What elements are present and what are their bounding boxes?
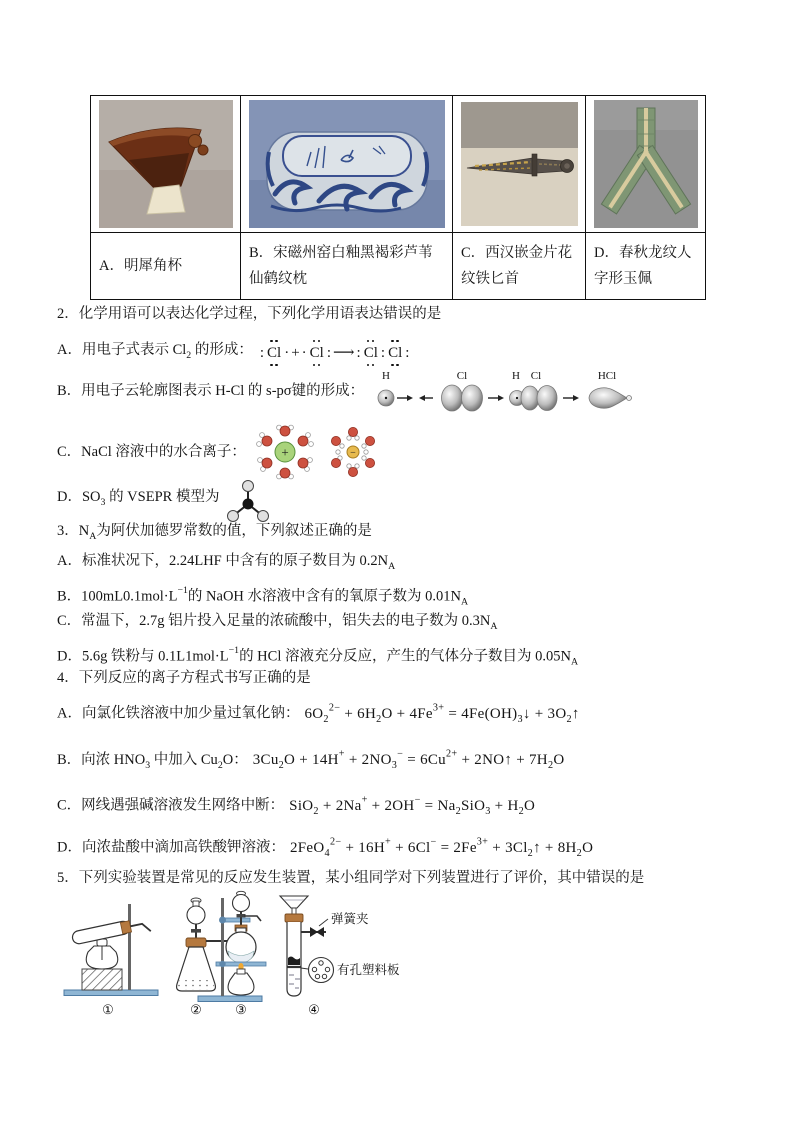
arrow-right-icon — [407, 395, 413, 401]
apparatus-3 — [198, 891, 266, 1017]
apparatus-4-label: ④ — [308, 1002, 320, 1017]
artifact-image-row — [91, 96, 706, 233]
apparatus-figure — [58, 888, 470, 1022]
q2-option-b-text: B．用电子云轮廓图表示 H-Cl 的 s-pσ键的形成： — [57, 383, 365, 399]
jade-pendant-image — [594, 100, 698, 228]
artifact-table — [90, 95, 706, 300]
cation-sign: + — [281, 444, 289, 460]
q2-stem: 2．化学用语可以表达化学过程，下列化学用语表达错误的是 — [57, 306, 442, 322]
q2-option-d — [57, 478, 271, 522]
anion-sign: − — [350, 447, 356, 459]
artifact-cell-d — [586, 96, 706, 233]
q3-stem: 3．$N_A$为阿伏加德罗常数的值，下列叙述正确的是 — [57, 523, 372, 542]
q4-option-d-equation: $2FeO_4^{2-} + 16H^+ + 6Cl^- = 2Fe^{3+}$ + $3Cl_2↑ + 8H_2O$ — [289, 836, 594, 859]
apparatus-1 — [64, 904, 158, 1017]
arrow-left-icon — [419, 395, 425, 401]
rhino-horn-cup-image — [99, 100, 233, 228]
vsepr-model-image — [225, 478, 271, 522]
electron-cloud-diagram — [370, 368, 642, 414]
q3-option-a: A．标准状况下，2.24LHF 中含有的原子数目为 $0.2N_A$ — [57, 553, 396, 572]
label-cl: Cl — [456, 370, 468, 382]
q4-option-a-equation: $6O_2^{2-} + 6H_2O + 4Fe^{3+}$ = $4Fe(OH)_3↓$ + $3O_2↑$ — [304, 702, 580, 725]
artifact-label-b-text: B．宋磁州窑白釉黑褐彩芦苇仙鹤纹枕 — [249, 245, 433, 287]
q4-option-a — [57, 698, 580, 730]
apparatus-1-label: ① — [102, 1002, 114, 1017]
artifact-label-c-text: C．西汉嵌金片花纹铁匕首 — [461, 245, 573, 287]
q4-option-c-text: C．网线遇强碱溶液发生网络中断： — [57, 797, 285, 814]
hydrated-cation-image — [252, 424, 318, 480]
iron-dagger-image — [461, 102, 578, 226]
arrow-right-icon — [498, 395, 504, 401]
spring-clamp-label: 弹簧夹 — [331, 912, 369, 926]
artifact-label-c — [453, 233, 586, 300]
artifact-label-a — [91, 233, 241, 300]
apparatus-4 — [280, 896, 400, 1017]
porcelain-pillow-image — [249, 100, 445, 228]
q4-option-b — [57, 744, 565, 776]
label-h2: H — [512, 370, 521, 382]
q2-option-a — [57, 340, 410, 366]
hydrated-anion-image — [324, 424, 382, 480]
q3-option-b: B．$100mL0.1mol\cdot L^{-1}$的 NaOH 水溶液中含有的氧原子数为 $0.01N_A$ — [57, 585, 469, 608]
q2-option-a-text: A．用电子式表示 $Cl_2$ 的形成： — [57, 342, 253, 361]
q4-option-a-text: A．向氯化铁溶液中加少量过氧化钠： — [57, 705, 300, 722]
q2-option-d-text: D．$SO_3$ 的 VSEPR 模型为 — [57, 489, 220, 508]
artifact-cell-a — [91, 96, 241, 233]
q4-option-d-text: D．向浓盐酸中滴加高铁酸钾溶液： — [57, 839, 285, 856]
artifact-label-d — [586, 233, 706, 300]
q4-option-c-equation: $SiO_2 + 2Na^+ + 2OH^- = Na_2SiO_3 + H_2O$ — [289, 794, 536, 817]
label-cl2: Cl — [530, 370, 542, 382]
q5-stem: 5．下列实验装置是常见的反应发生装置，某小组同学对下列装置进行了评价，其中错误的是 — [57, 870, 645, 886]
artifact-cell-c — [453, 96, 586, 233]
apparatus-2-label: ② — [190, 1002, 202, 1017]
q2-option-c — [57, 424, 382, 480]
perforated-plate-label: 有孔塑料板 — [337, 963, 400, 977]
arrow-right-icon — [573, 395, 579, 401]
q4-option-d — [57, 832, 593, 864]
q4-option-b-equation: $3Cu_2O + 14H^+ + 2NO_3^- = 6Cu^{2+}$ + 2NO↑ + $7H_2O$ — [252, 748, 565, 771]
apparatus-3-label: ③ — [235, 1002, 247, 1017]
q2-option-c-text: C．NaCl 溶液中的水合离子： — [57, 444, 246, 460]
q3-option-d: D．5.6g 铁粉与 $0.1L1mol\cdot L^{-1}$的 HCl 溶液充分反应，产生的气体分子数目为 $0.05N_A$ — [57, 645, 579, 668]
q2-option-b — [57, 368, 642, 414]
q4-option-c — [57, 790, 535, 822]
electron-dot-formula: : Cl · + · Cl : ⟶ : Cl : Cl : — [259, 342, 411, 364]
artifact-label-b — [241, 233, 453, 300]
label-h: H — [382, 370, 391, 382]
artifact-label-row — [91, 233, 706, 300]
q4-stem: 4．下列反应的离子方程式书写正确的是 — [57, 670, 311, 686]
artifact-label-d-text: D．春秋龙纹人字形玉佩 — [594, 245, 692, 287]
artifact-cell-b — [241, 96, 453, 233]
artifact-label-a-text: A．明犀角杯 — [99, 258, 182, 274]
q3-option-c: C．常温下，2.7g 铝片投入足量的浓硫酸中，铝失去的电子数为 $0.3N_A$ — [57, 613, 498, 632]
q4-option-b-text: B．向浓 $HNO_3$ 中加入 $Cu_2O$： — [57, 751, 248, 771]
label-hcl: HCl — [597, 370, 617, 382]
